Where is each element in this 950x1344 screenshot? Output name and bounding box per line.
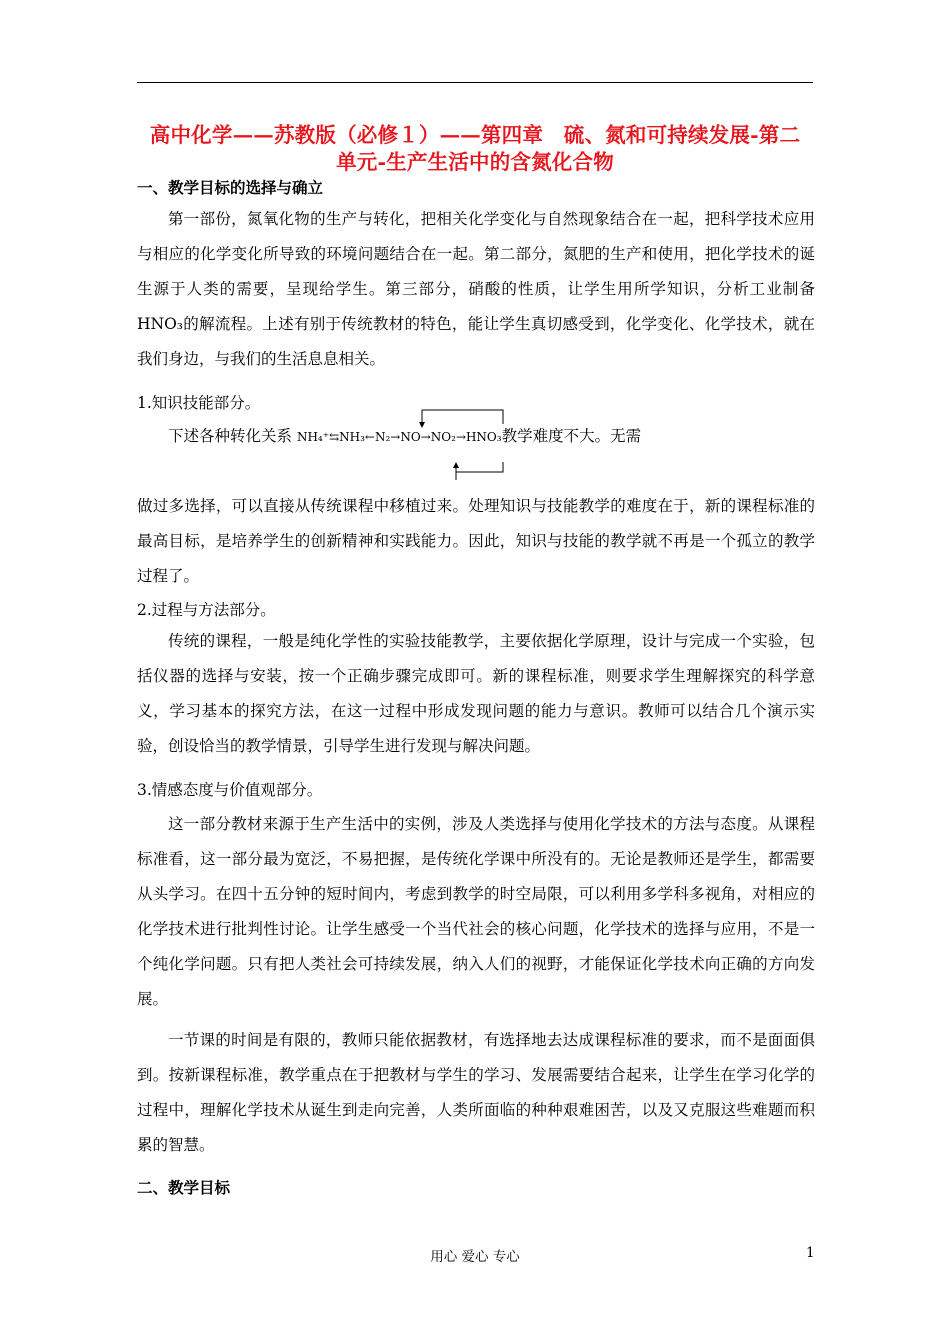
conversion-tail-text: 教学难度不大。无需 (501, 427, 642, 445)
section-1-heading: 一、教学目标的选择与确立 (137, 178, 324, 197)
sub-2-body: 传统的课程，一般是纯化学性的实验技能教学，主要依据化学原理，设计与完成一个实验，包括仪器的选择与安装，按一个正确步骤完成即可。新的课程标准，则要求学生理解探究的科学意义，学习基本的探究方法，在这一过程中形成发现问题的能力与意识。教师可以结合几个演示实验，创设恰当的教学情景，引导学生进行发现与解决问题。 (137, 632, 815, 755)
double-arrow-icon: ⇆ (329, 430, 340, 444)
footer-slogan: 用心 爱心 专心 (430, 1249, 520, 1265)
species-nitric-acid: HNO₃ (465, 430, 502, 444)
species-ammonium: NH₄⁺ (296, 430, 330, 444)
title-line-2: 单元-生产生活中的含氮化合物 (336, 150, 614, 174)
right-arrow-icon: → (420, 430, 431, 444)
up-arrow-head (453, 462, 459, 468)
sub-1-label: 1.知识技能部分。 (137, 394, 261, 412)
right-arrow-icon: → (455, 430, 466, 444)
conversion-brackets (415, 408, 510, 488)
lower-bracket-line (456, 462, 503, 472)
page-number: 1 (806, 1245, 815, 1261)
sub-3-label: 3.情感态度与价值观部分。 (137, 781, 323, 799)
sub-3-body-1: 这一部分教材来源于生产生活中的实例，涉及人类选择与使用化学技术的方法与态度。从课程标准看，这一部分最为宽泛，不易把握，是传统化学课中所没有的。无论是教师还是学生，都需要从头学习。在四十五分钟的短时间内，考虑到教学的时空局限，可以利用多学科多视角，对相应的化学技术进行批判性讨论。让学生感受一个当代社会的核心问题，化学技术的选择与应用，不是一个纯化学问题。只有把人类社会可持续发展，纳入人们的视野，才能保证化学技术向正确的方向发展。 (137, 815, 815, 1008)
conversion-lead-text: 下述各种转化关系 (168, 427, 293, 445)
species-no: NO (400, 430, 421, 444)
header-rule (137, 82, 813, 83)
page-title (137, 122, 813, 176)
species-ammonia: NH₃ (339, 430, 365, 444)
sub-2-label: 2.过程与方法部分。 (137, 601, 276, 619)
left-arrow-icon: ← (364, 430, 375, 444)
section-1-intro: 第一部份，氮氧化物的生产与转化，把相关化学变化与自然现象结合在一起，把科学技术应用与相应的化学变化所导致的环境问题结合在一起。第二部分，氮肥的生产和使用，把化学技术的诞生源于人类的需要，呈现给学生。第三部分，硝酸的性质，让学生用所学知识，分析工业制备HNO₃的解流程。上述有别于传统教材的特色，能让学生真切感受到，化学变化、化学技术，就在我们身边，与我们的生活息息相关。 (137, 210, 815, 368)
sub-3-body-2: 一节课的时间是有限的，教师只能依据教材，有选择地去达成课程标准的要求，而不是面面俱到。按新课程标准，教学重点在于把教材与学生的学习、发展需要结合起来，让学生在学习化学的过程中，理解化学技术从诞生到走向完善，人类所面临的种种艰难困苦，以及又克服这些难题而积累的智慧。 (137, 1031, 815, 1154)
title-line-1: 高中化学——苏教版（必修１）——第四章 硫、氮和可持续发展-第二 (149, 123, 801, 147)
species-no2: NO₂ (430, 430, 456, 444)
sub-1-body: 做过多选择，可以直接从传统课程中移植过来。处理知识与技能教学的难度在于，新的课程标准的最高目标，是培养学生的创新精神和实践能力。因此，知识与技能的教学就不再是一个孤立的教学过程了。 (137, 497, 815, 585)
section-2-heading: 二、教学目标 (137, 1178, 231, 1197)
upper-bracket-line (422, 410, 503, 424)
right-arrow-icon: → (390, 430, 401, 444)
conversion-relation (168, 426, 641, 447)
species-nitrogen: N₂ (374, 430, 391, 444)
